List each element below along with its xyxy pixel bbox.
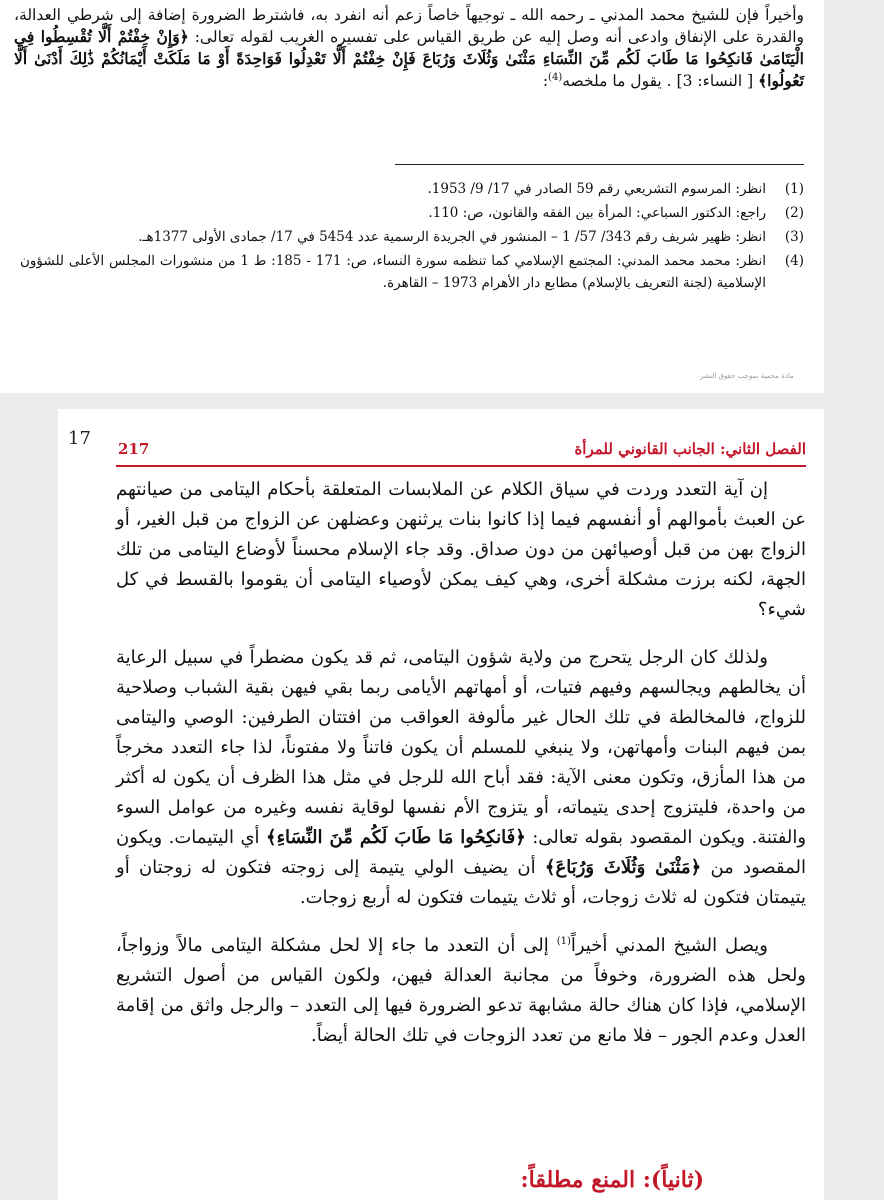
- paragraph-1: إن آية التعدد وردت في سياق الكلام عن الملابسات المتعلقة بأحكام اليتامى من صيانتهم عن العبث بأموالهم أو أنفسهم فيما إذا كانوا بنات يرثنهن وعضلهن عن الزواج من قبل الغير، أو الزواج بهن من قبل أوصيائهن من دون صداق. وقد جاء الإسلام محسناً لأوضاع اليتامى من تلك الجهة، لكنه برزت مشكلة أخرى، وهي كيف يمكن لأوصياء اليتامى أن يقوموا بالقسط في كل شيء؟: [116, 479, 806, 620]
- footnote-number: (4): [784, 253, 804, 269]
- footnote-ref-1: (1): [556, 936, 571, 947]
- footnote-ref-4: (4): [548, 71, 563, 83]
- closing-text: . يقول ما ملخصه: [562, 72, 672, 90]
- top-line-1: وأخيراً فإن للشيخ محمد المدني ـ رحمه الله ـ توجيهاً خاصاً زعم أنه انفرد به،: [310, 6, 804, 24]
- footnote-text: انظر: ظهير شريف رقم 343/ 57/ 1 – المنشور في الجريدة الرسمية عدد 5454 في 17/ جمادى الأولى 1377هـ.: [138, 229, 766, 245]
- quran-verse-inline-1: ﴿فَانكِحُوا مَا طَابَ لَكُم مِّنَ النِّسَاءِ﴾: [266, 827, 526, 848]
- current-page: [58, 409, 824, 1200]
- footnote-1: [20, 178, 804, 200]
- footnote-text: راجع: الدكتور السباعي: المرأة بين الفقه والقانون، ص: 110.: [428, 205, 766, 221]
- footnote-4: [20, 250, 804, 294]
- copyright-watermark: مادة محمية بموجب حقوق النشر: [700, 372, 794, 380]
- running-page-number: 217: [118, 440, 150, 458]
- paragraph-3-start: ويصل الشيخ المدني أخيراً: [570, 935, 769, 956]
- top-paragraph: [14, 4, 804, 92]
- footnote-number: (2): [784, 205, 804, 221]
- main-text: [116, 475, 806, 1069]
- paragraph-3: [116, 931, 806, 1051]
- paragraph-2-text: ولذلك كان الرجل يتحرج من ولاية شؤون اليتامى، ثم قد يكون مضطراً في سبيل الرعاية أن يخالطهم ويجالسهم وفيهم فتيات، أو أمهاتهم الأيامى ربما بقي فيهن بقية الشباب وصلاحية للزواج، فالمخالطة في تلك الحال غير مألوفة العواقب من افتتان الطرفين: الوصي واليتامى بمن فيهم البنات وأمهاتهن، ولا ينبغي للمسلم أن يكون فاتناً ولا مفتوناً، لذا جاء التعدد مخرجاً من هذا المأزق، وتكون معنى الآية: فقد أباح الله للرجل في مثل هذا الظرف أن يكون له أكثر من واحدة، فليتزوج إحدى يتيماته، أو يتزوج الأم نفسها لوقاية نفسه وغيره من عوامل السوء والفتنة. ويكون المقصود بقوله تعالى:: [116, 647, 807, 848]
- paragraph-2-end: أن يضيف الولي يتيمة إلى زوجته فتكون له زوجتان أو يتيمتان فتكون له ثلاث زوجات، أو ثلاث يتيمات فتكون له أربع زوجات.: [116, 857, 806, 908]
- paragraph-3-end: إلى أن التعدد ما جاء إلا لحل مشكلة اليتامى مالاً وزواجاً، ولحل هذه الضرورة، وخوفاً من مجانبة العدالة فيهن، ولكون القياس من أصول التشريع الإسلامي، فإذا كان هناك حالة مشابهة تدعو الضرورة فيها إلى التعدد – والرجل واثق من إقامة العدل وعدم الجور – فلا مانع من تعدد الزوجات في تلك الحالة أيضاً.: [116, 935, 806, 1046]
- header-rule: [116, 465, 806, 467]
- running-title: الفصل الثاني: الجانب القانوني للمرأة: [574, 440, 806, 458]
- footnote-text: انظر: المرسوم التشريعي رقم 59 الصادر في 17/ 9/ 1953.: [427, 181, 766, 197]
- footnote-3: [20, 226, 804, 248]
- previous-page: [0, 0, 824, 393]
- verse-reference: [ النساء: 3]: [676, 72, 754, 90]
- top-line-3: عن طريق القياس على تفسيره الغريب لقوله تعالى:: [194, 28, 533, 46]
- side-page-number: 17: [68, 428, 91, 449]
- closing-tail: :: [542, 72, 549, 90]
- quran-verse: ﴿وَإِنْ خِفْتُمْ أَلَّا تُقْسِطُوا فِي الْيَتَامَىٰ فَانكِحُوا مَا طَابَ لَكُم مِّنَ النِّسَاءِ مَثْنَىٰ وَثُلَاثَ وَرُبَاعَ فَإِنْ خِفْتُمْ أَلَّا تَعْدِلُوا فَوَاحِدَةً أَوْ مَا مَلَكَتْ أَيْمَانُكُمْ ذَٰلِكَ أَدْنَىٰ أَلَّا تَعُولُوا﴾: [14, 27, 804, 90]
- footnote-2: [20, 202, 804, 224]
- footnote-number: (1): [784, 181, 804, 197]
- section-heading: (ثانياً): المنع مطلقاً:: [520, 1167, 704, 1193]
- footnote-text: انظر: محمد محمد المدني: المجتمع الإسلامي كما تنظمه سورة النساء، ص: 171 - 185: ط 1 من منشورات المجلس الأعلى للشؤون الإسلامية (لجنة التعريف بالإسلام) مطابع دار الأهرام 1973 – القاهرة.: [20, 253, 766, 291]
- footnote-separator: [395, 164, 804, 165]
- top-line-2: فاشترط الضرورة إضافة إلى شرطي العدالة، والقدرة على الإنفاق وادعى أنه وصل إليه: [14, 6, 804, 46]
- quran-verse-inline-2: ﴿مَثْنَىٰ وَثُلَاثَ وَرُبَاعَ﴾: [544, 857, 702, 878]
- paragraph-2-mid: أي اليتيمات. ويكون المقصود من: [116, 827, 806, 878]
- footnote-number: (3): [784, 229, 804, 245]
- paragraph-2: [116, 643, 806, 913]
- footnotes: [20, 178, 804, 296]
